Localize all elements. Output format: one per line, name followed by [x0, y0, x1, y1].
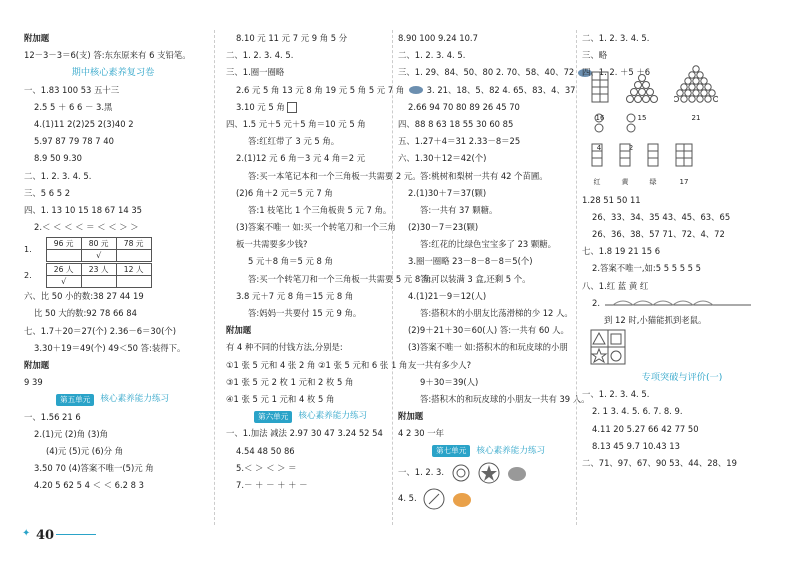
pumpkin-icon [506, 462, 528, 484]
circles-icon [622, 112, 640, 134]
comparison-table-2 [46, 263, 152, 288]
answer-line: 答:搭积木的小朋友比荡滑梯的少 12 人。 [420, 308, 573, 318]
answer-line: 答:桃树和梨树一共有 42 个苗圃。 [420, 170, 548, 181]
table-cell [116, 275, 151, 287]
circles-triangle-icon [624, 70, 660, 104]
answer-line: 2. [582, 295, 782, 312]
answer-line: 四、88 8 63 18 55 30 60 85 [398, 118, 514, 129]
bar-icon [646, 142, 660, 168]
answer-line: 三、略 [582, 50, 608, 61]
answer-line: 7.－ ＋ － ＋ ＋ － [236, 479, 308, 490]
answer-line: 三、1. 29、84、50、80 2. 70、58、40、72 [398, 64, 568, 81]
unit-title: 核心素养能力练习 [476, 445, 546, 456]
answer-line: 5 元＋8 角＝5 元 8 角 [248, 256, 333, 267]
answer-line: 3.10 元 5 角 [226, 99, 396, 116]
answer-line: 一、1. 2. 3. 4. 5. [582, 389, 650, 400]
star-icon [478, 462, 500, 484]
triangle-figure: 15 [624, 70, 660, 127]
table-cell [81, 275, 116, 287]
answer-line: 2.5 5 ＋ 6 6 － 3.黑 [34, 101, 113, 112]
answer-line: 26、33、34、35 43、45、63、65 [592, 211, 731, 222]
unit-header [226, 408, 396, 425]
color-bars: 红 黄 绿 17 [590, 158, 782, 192]
table-cell: 78 元 [116, 237, 151, 249]
column-3 [398, 30, 590, 512]
shapes-grid-icon [590, 329, 626, 365]
answer-line: 答:可以装满 3 盒,还剩 5 个。 [420, 273, 531, 284]
comparison-table-1 [46, 237, 152, 262]
answer-line: 8.10 元 11 元 7 元 9 角 5 分 [236, 33, 348, 43]
answer-line: 三、1.圈一圈略 [226, 67, 285, 78]
answer-line: 答:买一个转笔刀和一个三角板一共需要 5 元 8 角。 [248, 273, 440, 284]
answer-line: 一、1.56 21 6 [24, 411, 81, 422]
circles-icon [590, 112, 608, 134]
unit-badge: 第六单元 [254, 411, 292, 423]
answer-line: 4 2 30 一年 [398, 428, 445, 439]
answer-line: 八、1.红 蓝 黄 红 [582, 280, 649, 291]
triangle-figure-large: 21 [674, 64, 718, 127]
answer-line: 8.90 100 9.24 10.7 [398, 33, 478, 43]
answer-line: 4.54 48 50 86 [236, 445, 295, 456]
answer-line: 到 12 时,小猫能抓到老鼠。 [604, 314, 707, 325]
column-1 [24, 30, 202, 495]
answer-line: 答:买一本笔记本和一个三角板一共需要 2 元。 [248, 170, 421, 181]
unit-header [24, 391, 202, 408]
answer-line: 一、1. 2. 3. [398, 460, 568, 486]
answer-line: 2.66 94 70 80 89 26 45 70 [408, 101, 520, 112]
answer-line: 8.13 45 9.7 10.43 13 [592, 440, 680, 451]
answer-line: 答:1 枝笔比 1 个三角板贵 5 元 7 角。 [248, 204, 392, 215]
answer-line: 3.圈一圈略 23－8－8－8＝5(个) [408, 256, 533, 267]
sun-icon [450, 462, 472, 484]
answer-line: 有 4 种不同的付钱方法,分别是: [226, 342, 343, 353]
table-cell: 96 元 [46, 237, 81, 249]
answer-line: 4.20 5 62 5 4 ＜ ＜ 6.2 8 3 [34, 480, 144, 491]
answer-line: 五、1.27＋4＝31 2.33－8＝25 [398, 136, 521, 147]
table-cell [46, 249, 81, 261]
answer-line: 26、36、38、57 71、72、4、72 [592, 228, 725, 239]
answer-line: 9 39 [24, 377, 43, 388]
grid-icon [674, 142, 694, 168]
answer-line: 二、1. 2. 3. 4. 5. [398, 50, 466, 61]
answer-line: 8.9 50 9.30 [34, 153, 82, 164]
answer-line: 5.＜ ＞ ＜ ＞ ＝ [236, 462, 297, 473]
answer-line: 二、1. 2. 3. 4. 5. [226, 50, 294, 61]
answer-line: ①1 张 5 元和 4 张 2 角 ②1 张 5 元和 6 张 1 角 [226, 359, 408, 370]
answer-line: 3.50 70 (4)答案不唯一(5)元 角 [34, 463, 154, 474]
unit-title: 核心素养能力练习 [100, 394, 170, 405]
check-mark: √ [46, 275, 81, 287]
unit-title: 核心素养能力练习 [298, 411, 368, 422]
answer-line: 2. 1 3. 4. 5. 6. 7. 8. 9. [592, 406, 683, 417]
answer-line: 答:红红带了 3 元 5 角。 [248, 136, 340, 147]
answer-line: 四、1. 13 10 15 18 67 14 35 [24, 204, 142, 215]
answer-line: 4.(1)21－9＝12(人) [408, 290, 487, 301]
grid-icon [590, 70, 610, 104]
answer-line: 12－3－3＝6(支) 答:东东原来有 6 支铅笔。 [24, 50, 191, 61]
column-4 [582, 30, 782, 472]
bar-icon [590, 142, 604, 168]
animal-icon [408, 85, 424, 95]
circles-triangle-icon [674, 64, 718, 104]
exam-title: 期中核心素养复习卷 [71, 67, 155, 79]
answer-line: (3)答案不唯一 如:搭积木的和玩皮球的小朋友一共有多少人? [408, 342, 568, 370]
table-cell: 12 人 [116, 263, 151, 275]
column-divider [392, 30, 393, 525]
answer-line: (2)30－7＝23(颗) [408, 222, 479, 233]
answer-line: 2.＜ ＜ ＜ ＜ ＝ ＜ ＜ ＞ ＞ [34, 222, 139, 233]
answer-line: 七、1.8 19 21 15 6 [582, 246, 661, 257]
answer-line: 4.11 20 5.27 66 42 77 50 [592, 423, 699, 434]
answer-line: (2)6 角＋2 元＝5 元 7 角 [236, 187, 333, 198]
section-title: 专项突破与评价(一) [641, 372, 723, 384]
answer-line: 答:红花的比绿色宝宝多了 23 颗糖。 [420, 239, 557, 250]
answer-line: 2.答案不唯一,如:5 5 5 5 5 5 [592, 263, 702, 274]
answer-line: 一、1.83 100 53 五十三 [24, 84, 120, 95]
answer-line: 二、71、97、67、90 53、44、28、19 [582, 458, 737, 468]
answer-line: 2.6 元 5 角 13 元 8 角 19 元 5 角 5 元 7 角 [236, 84, 405, 95]
answer-line: 2.(1)元 (2)角 (3)角 [34, 428, 109, 439]
answer-line: 四、1.5 元＋5 元＋5 角＝10 元 5 角 [226, 118, 366, 129]
table-cell: 26 人 [46, 263, 81, 275]
unit-header [398, 443, 568, 460]
page-number-rule [56, 534, 96, 535]
section-heading: 附加题 [226, 325, 252, 336]
answer-line: 9＋30＝39(人) [420, 376, 479, 387]
checkbox-icon [287, 102, 297, 113]
answer-line: 1.28 51 50 11 [582, 194, 641, 205]
leaf-icon [423, 488, 445, 510]
unit-badge: 第七单元 [432, 445, 470, 457]
answer-line: 一、1.加法 减法 2.97 30 47 3.24 52 54 [226, 428, 383, 439]
answer-line: 3.30＋19＝49(个) 49＜50 答:装得下。 [34, 342, 186, 353]
answer-line: 三、5 6 5 2 [24, 187, 71, 198]
answer-line: 六、1.30＋12＝42(个) [398, 153, 487, 164]
answer-line: 3. 21、18、5、82 4. 65、83、4、37 [398, 82, 568, 99]
circle-figures: 4 2 [590, 128, 782, 158]
comparison-table-1-wrap: 1. 96 元 80 元 78 元 √ [24, 236, 202, 262]
answer-line: 二、1. 2. 3. 4. 5. [24, 170, 92, 181]
answer-line: (3)答案不唯一 如:买一个转笔刀和一个三角板一共需要多少钱? [236, 222, 396, 250]
answer-line: (2)9＋21＋30＝60(人) 答:一共有 60 人。 [408, 325, 569, 336]
comparison-table-2-wrap: 2. 26 人 23 人 12 人 √ [24, 262, 202, 288]
answer-line: 答:搭积木的和玩皮球的小朋友一共有 39 人。 [420, 393, 590, 404]
pumpkin-icon [451, 488, 473, 510]
answer-line: 比 50 大的数:92 78 66 84 [34, 308, 137, 319]
answer-line: 四、1. 2. ＋5 ＋6 [582, 67, 651, 78]
answer-line: 二、1. 2. 3. 4. 5. [582, 33, 650, 43]
answer-line: 六、比 50 小的数:38 27 44 19 [24, 291, 144, 302]
number-line-icon [603, 297, 753, 309]
page-number: 40 [36, 528, 55, 543]
section-heading: 附加题 [24, 33, 50, 43]
answer-line: ④1 张 5 元 1 元和 4 枚 5 角 [226, 393, 335, 404]
shapes-figure [590, 329, 782, 369]
column-divider [576, 30, 577, 525]
section-heading: 附加题 [24, 360, 50, 370]
answer-line: 5.97 87 79 78 7 40 [34, 136, 114, 147]
grid-figure: 16 [590, 70, 610, 127]
answer-line: 答:妈妈一共要付 15 元 9 角。 [248, 308, 362, 319]
pattern-figures [590, 82, 782, 128]
table-cell [116, 249, 151, 261]
bar-icon [618, 142, 632, 168]
answer-line: 答:一共有 37 颗糖。 [420, 204, 498, 215]
answer-line: 七、1.7＋20＝27(个) 2.36－6＝30(个) [24, 325, 176, 336]
answer-line: 2.(1)12 元 6 角－3 元 4 角＝2 元 [236, 153, 366, 164]
answer-line: 2.(1)30＋7＝37(颗) [408, 187, 487, 198]
answer-line: 4. 5. [398, 486, 568, 512]
page-decoration-icon: ✦ [22, 528, 31, 539]
answer-line: 4.(1)11 2(2)25 2(3)40 2 [34, 118, 134, 129]
answer-line: 3.8 元＋7 元 8 角＝15 元 8 角 [236, 290, 354, 301]
table-cell: 80 元 [81, 237, 116, 249]
table-cell: 23 人 [81, 263, 116, 275]
section-heading: 附加题 [398, 411, 424, 422]
check-mark: √ [81, 249, 116, 261]
answer-line: ③1 张 5 元 2 枚 1 元和 2 枚 5 角 [226, 376, 354, 387]
column-divider [214, 30, 215, 525]
answer-line: (4)元 (5)元 (6)分 角 [46, 445, 124, 456]
unit-badge: 第五单元 [56, 394, 94, 406]
